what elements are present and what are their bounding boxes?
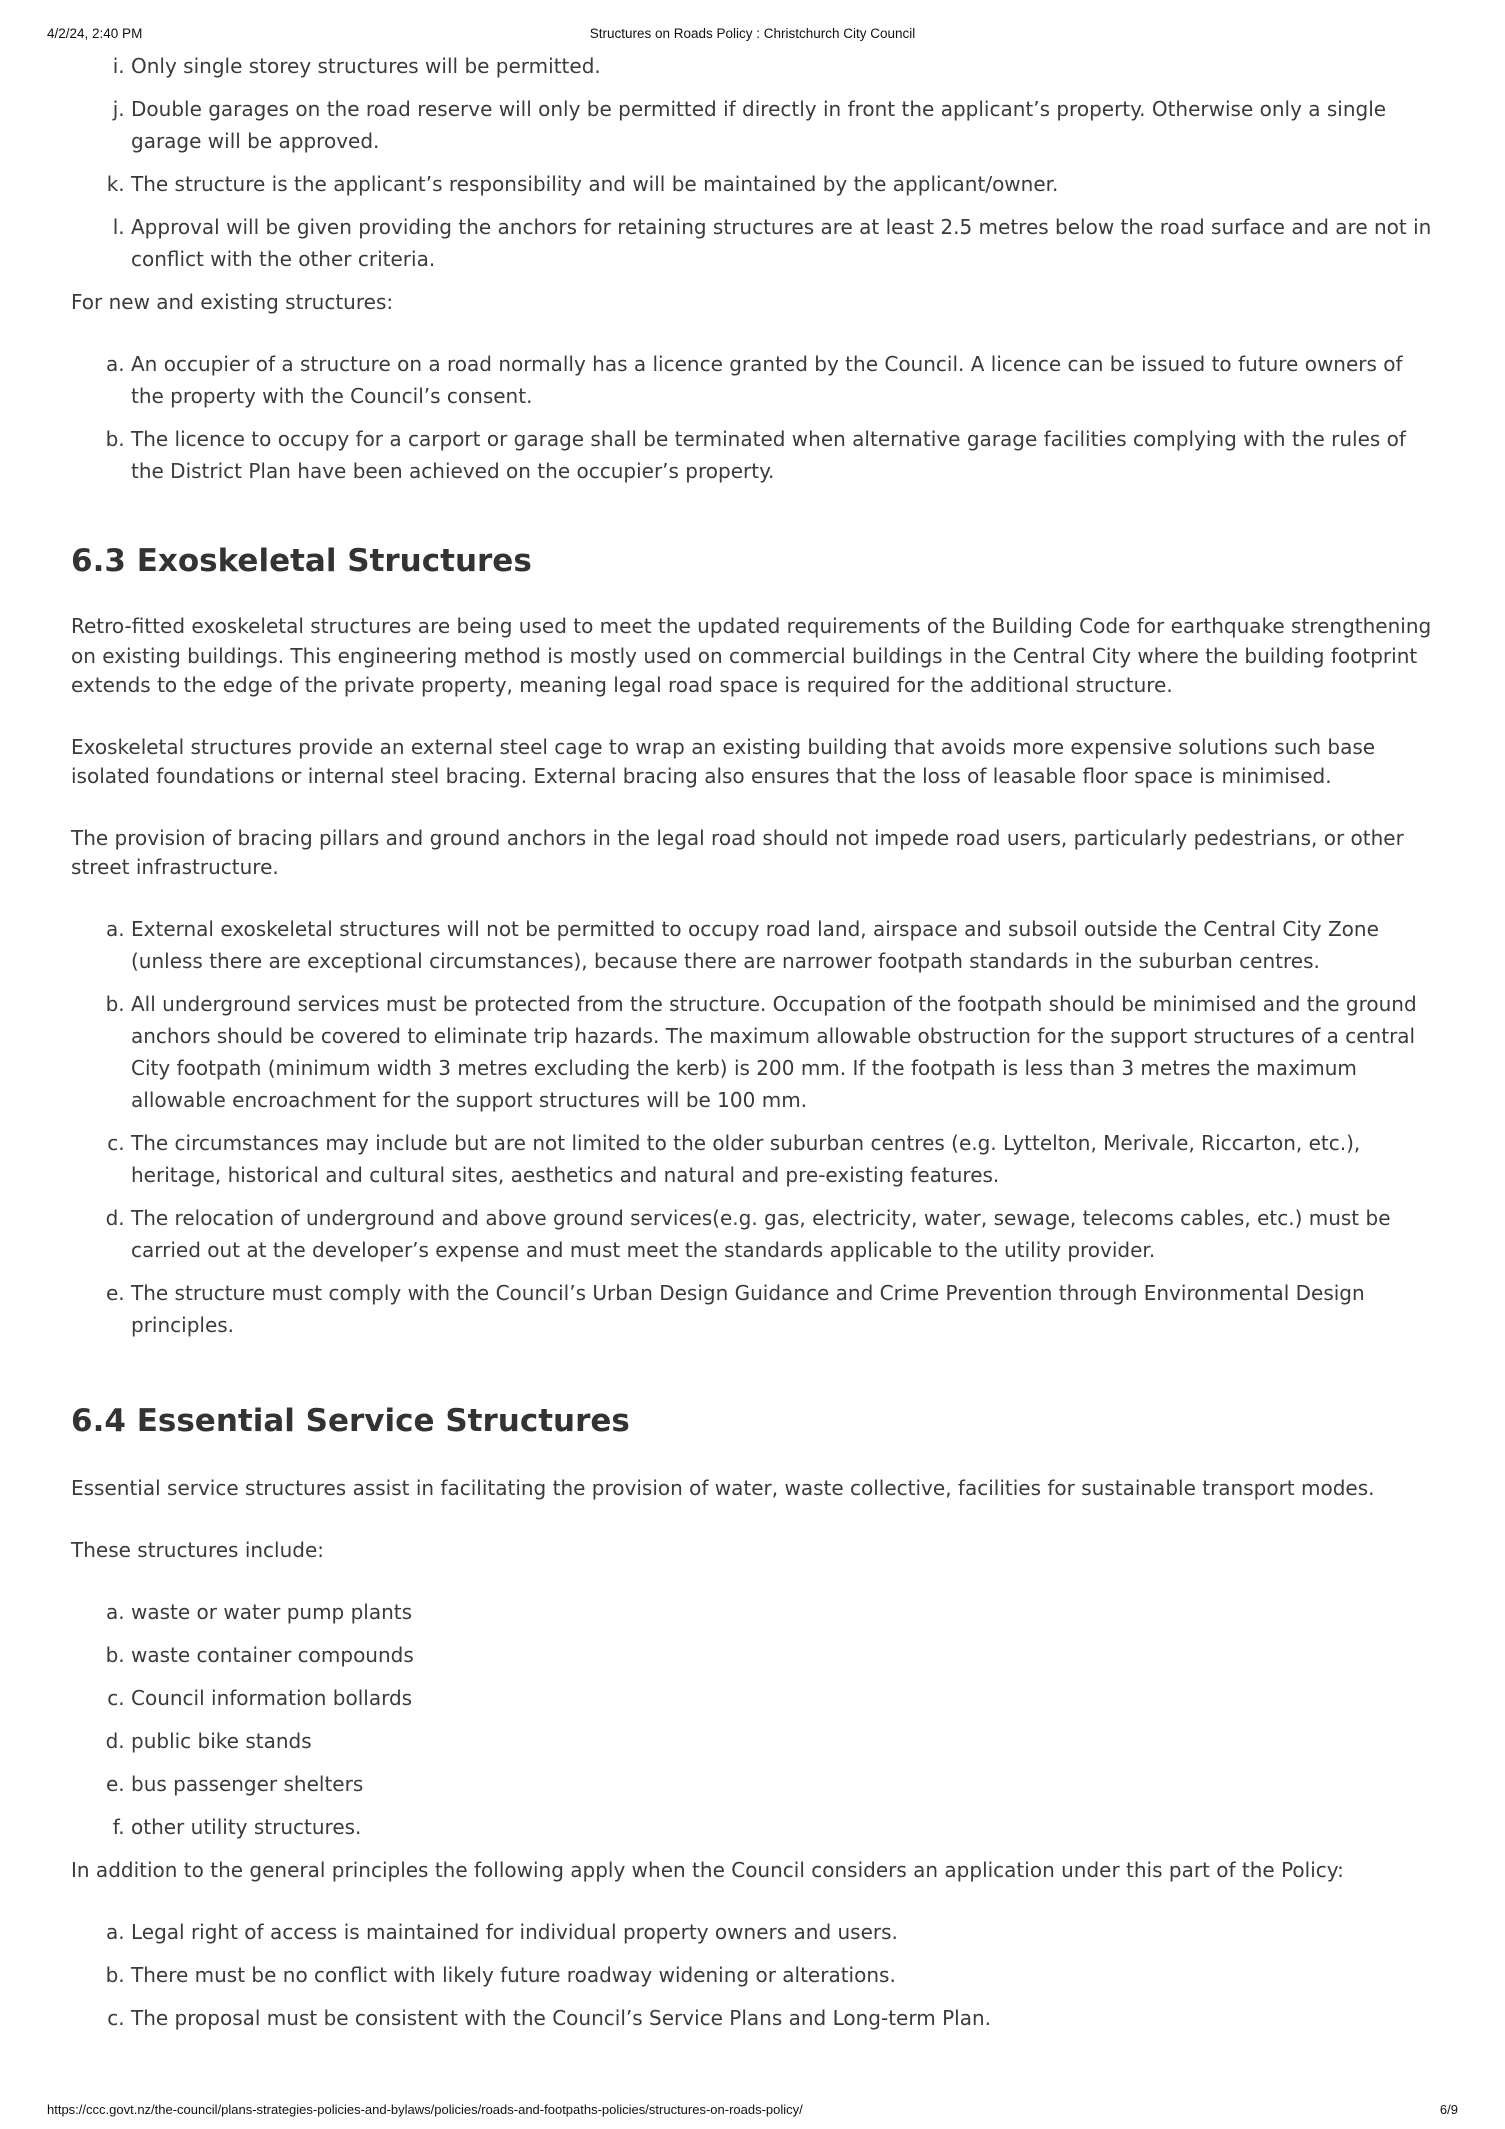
page-content xyxy=(71,50,1441,2045)
list-item: c. The proposal must be consistent with the Council’s Service Plans and Long-term Plan. xyxy=(131,2002,1441,2034)
list-item: a. waste or water pump plants xyxy=(131,1596,1441,1628)
list-item: j. Double garages on the road reserve will only be permitted if directly in front the applicant’s property. Otherwise only a single garage will be approved. xyxy=(131,93,1441,157)
list-item: b. There must be no conflict with likely future roadway widening or alterations. xyxy=(131,1959,1441,1991)
list-item: b. All underground services must be protected from the structure. Occupation of the footpath should be minimised and the ground anchors should be covered to eliminate trip hazards. The maximum allowable obstruction for the support structures of a central City footpath (minimum width 3 metres excluding the kerb) is 200 mm. If the footpath is less than 3 metres the maximum allowable encroachment for the support structures will be 100 mm. xyxy=(131,988,1441,1116)
print-datetime: 4/2/24, 2:40 PM xyxy=(47,26,143,41)
paragraph: Exoskeletal structures provide an external steel cage to wrap an existing building that avoids more expensive solutions such base isolated foundations or internal steel bracing. External bracing also ensures that the loss of leasable floor space is minimised. xyxy=(71,734,1376,788)
list-item: k. The structure is the applicant’s responsibility and will be maintained by the applicant/owner. xyxy=(131,168,1441,200)
list-item: d. public bike stands xyxy=(131,1725,1441,1757)
print-header xyxy=(47,26,1458,46)
paragraph: The provision of bracing pillars and ground anchors in the legal road should not impede road users, particularly pedestrians, or other street infrastructure. xyxy=(71,825,1404,879)
list-item: c. Council information bollards xyxy=(131,1682,1441,1714)
list-item: f. other utility structures. xyxy=(131,1811,1441,1843)
essential-structures-list xyxy=(71,1596,1441,1843)
list-item: d. The relocation of underground and above ground services(e.g. gas, electricity, water, sewage, telecoms cables, etc.) must be carried out at the developer’s expense and must meet the standards applicable to the utility provider. xyxy=(131,1202,1441,1266)
essential-principles-list xyxy=(71,1916,1441,2034)
list-item: a. An occupier of a structure on a road normally has a licence granted by the Council. A licence can be issued to future owners of the property with the Council’s consent. xyxy=(131,348,1441,412)
page-url: https://ccc.govt.nz/the-council/plans-strategies-policies-and-bylaws/policies/roads-and-footpaths-policies/structures-on-roads-policy/ xyxy=(47,2102,803,2117)
list-item: e. bus passenger shelters xyxy=(131,1768,1441,1800)
list-item: b. The licence to occupy for a carport or garage shall be terminated when alternative garage facilities complying with the rules of the District Plan have been achieved on the occupier’s property. xyxy=(131,423,1441,487)
section-heading-6-4: 6.4 Essential Service Structures xyxy=(71,1402,630,1439)
page-number: 6/9 xyxy=(1439,2102,1458,2117)
existing-structures-intro: For new and existing structures: xyxy=(71,290,394,314)
print-page-title: Structures on Roads Policy : Christchurch City Council xyxy=(589,26,916,41)
list-item: e. The structure must comply with the Council’s Urban Design Guidance and Crime Prevention through Environmental Design principles. xyxy=(131,1277,1441,1341)
list-item: i. Only single storey structures will be permitted. xyxy=(131,50,1441,82)
list-item: a. External exoskeletal structures will not be permitted to occupy road land, airspace and subsoil outside the Central City Zone (unless there are exceptional circumstances), because there are narrower footpath standards in the suburban centres. xyxy=(131,913,1441,977)
paragraph: Retro-fitted exoskeletal structures are being used to meet the updated requirements of the Building Code for earthquake strengthening on existing buildings. This engineering method is mostly used on commercial buildings in the Central City where the building footprint extends to the edge of the private property, meaning legal road space is required for the additional structure. xyxy=(71,614,1432,697)
print-footer xyxy=(47,2102,1458,2122)
exoskeletal-criteria-list xyxy=(71,913,1441,1341)
section-heading-6-3: 6.3 Exoskeletal Structures xyxy=(71,543,532,579)
list-item: b. waste container compounds xyxy=(131,1639,1441,1671)
list-item: c. The circumstances may include but are not limited to the older suburban centres (e.g. Lyttelton, Merivale, Riccarton, etc.), heritage, historical and cultural sites, aesthetics and natural and pre-existing features. xyxy=(131,1127,1441,1191)
paragraph: Essential service structures assist in facilitating the provision of water, waste collective, facilities for sustainable transport modes. xyxy=(71,1475,1375,1500)
paragraph: In addition to the general principles the following apply when the Council considers an application under this part of the Policy: xyxy=(71,1857,1344,1882)
existing-structures-list xyxy=(71,348,1441,487)
list-item: l. Approval will be given providing the anchors for retaining structures are at least 2.5 metres below the road surface and are not in conflict with the other criteria. xyxy=(131,211,1441,275)
list-item: a. Legal right of access is maintained for individual property owners and users. xyxy=(131,1916,1441,1948)
criteria-list-continued xyxy=(71,50,1441,275)
paragraph: These structures include: xyxy=(71,1537,325,1562)
